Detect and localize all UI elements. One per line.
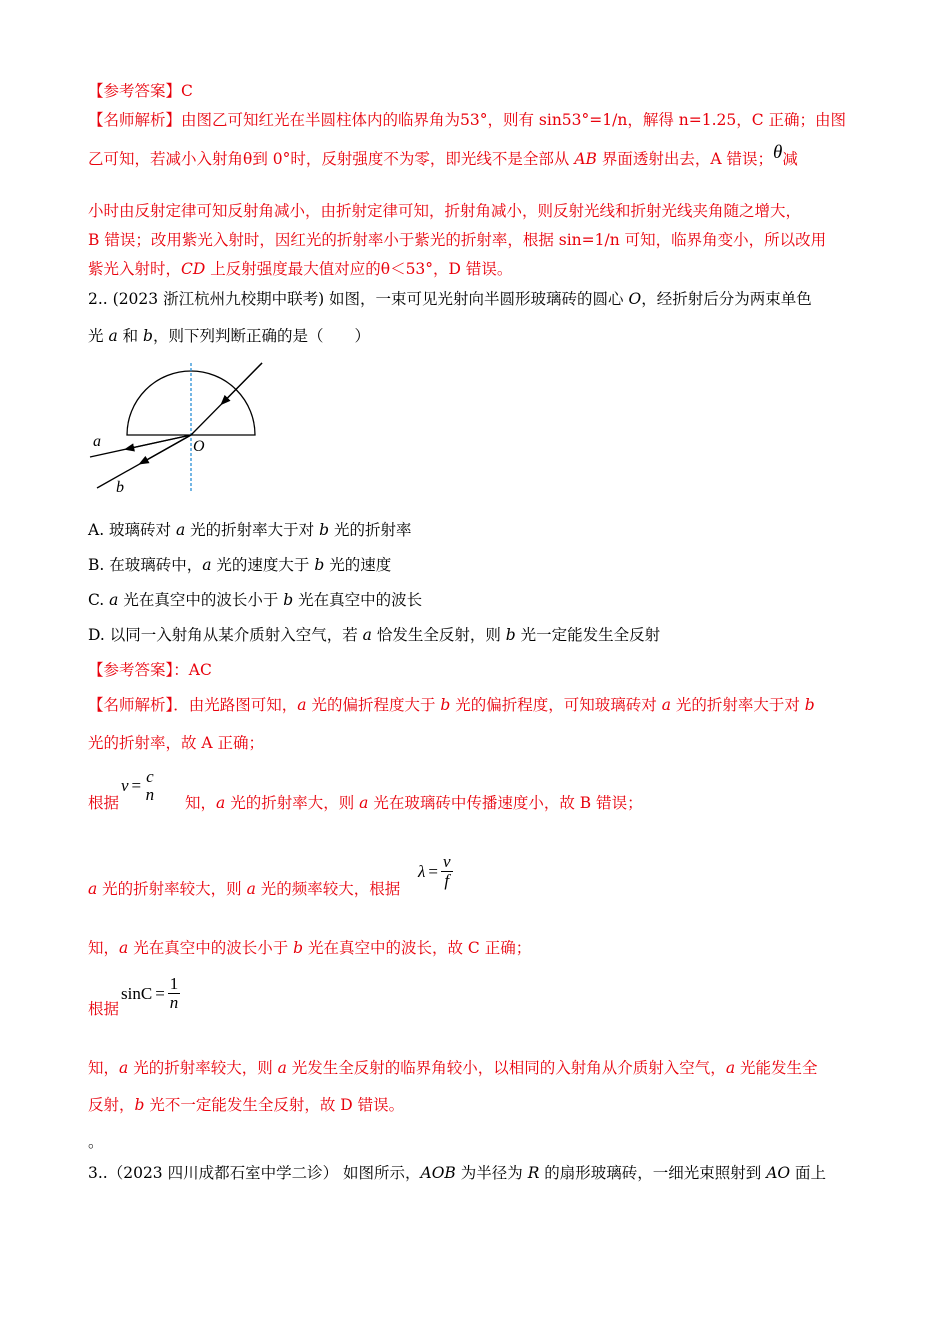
- analysis-text: 由图乙可知红光在半圆柱体内的临界角为53°，则有 sin53°=1/n，解得 n=1.25，C 正确；由图: [181, 111, 847, 129]
- label-b: b: [116, 479, 124, 495]
- analysis-2-line-7: 知，a 光的折射率较大，则 a 光发生全反射的临界角较小，以相同的入射角从介质射入空气，a 光能发生全: [88, 1059, 818, 1077]
- theta-symbol: θ: [772, 142, 783, 163]
- question-3-stem-line-1: 3..（2023 四川成都石室中学二诊） 如图所示，AOB 为半径为 R 的扇形玻璃砖，一细光束照射到 AO 面上: [88, 1164, 827, 1182]
- formula-lambda-v-f: λ = $\frac{v}{f}$: [418, 852, 451, 890]
- analysis-2-line-6: 根据: [88, 1000, 120, 1018]
- option-b: B. 在玻璃砖中，a 光的速度大于 b 光的速度: [88, 556, 392, 574]
- option-d: D. 以同一入射角从某介质射入空气，若 a 恰发生全反射，则 b 光一定能发生全反射: [88, 626, 661, 644]
- answer-value: C: [181, 82, 193, 100]
- analysis-line-5: 紫光入射时，CD 上反射强度最大值对应的θ＜53°，D 错误。: [88, 260, 513, 278]
- analysis-2-line-3: 根据 知，a 光的折射率大，则 a 光在玻璃砖中传播速度小，故 B 错误；: [88, 794, 643, 812]
- question-2-stem-line-2: 光 a 和 b，则下列判断正确的是（ ）: [88, 327, 370, 345]
- question-2-stem-line-1: 2.. (2023 浙江杭州九校期中联考) 如图，一束可见光射向半圆形玻璃砖的圆心 O，经折射后分为两束单色: [88, 290, 812, 308]
- semicircle-glass-figure: [85, 360, 270, 495]
- stray-period: 。: [88, 1133, 104, 1151]
- analysis-2-line-8: 反射，b 光不一定能发生全反射，故 D 错误。: [88, 1096, 405, 1114]
- answer-2-line: 【参考答案】：AC: [88, 661, 212, 679]
- option-a: A. 玻璃砖对 a 光的折射率大于对 b 光的折射率: [88, 521, 412, 539]
- label-o: O: [193, 438, 205, 455]
- option-c: C. a 光在真空中的波长小于 b 光在真空中的波长: [88, 591, 423, 609]
- formula-sinc-1-n: sinC = $\frac{1}{n}$: [121, 974, 179, 1012]
- analysis-2-line-4: a 光的折射率较大，则 a 光的频率较大，根据: [88, 880, 401, 898]
- analysis-line-3: 小时由反射定律可知反射角减小，由折射定律可知，折射角减小，则反射光线和折射光线夹角随之增大，: [88, 202, 802, 220]
- analysis-2-line-5: 知，a 光在真空中的波长小于 b 光在真空中的波长，故 C 正确；: [88, 939, 532, 957]
- answer-line-1: [88, 80, 193, 102]
- analysis-tag: 【名师解析】: [88, 111, 182, 129]
- analysis-line-2: 乙可知，若减小入射角θ到 0°时，反射强度不为零，即光线不是全部从 AB 界面透射出去，A 错误；θ减: [88, 142, 798, 168]
- analysis-line-4: B 错误；改用紫光入射时，因红光的折射率小于紫光的折射率，根据 sin=1/n 可知，临界角变小，所以改用: [88, 231, 827, 249]
- formula-v-c-n: v = c n: [121, 767, 155, 804]
- label-a: a: [93, 433, 101, 450]
- answer-tag: 【参考答案】: [88, 82, 182, 100]
- analysis-2-line-2: 光的折射率，故 A 正确；: [88, 734, 265, 752]
- analysis-2-line-1: 【名师解析】．由光路图可知，a 光的偏折程度大于 b 光的偏折程度，可知玻璃砖对 a 光的折射率大于对 b: [88, 696, 815, 714]
- analysis-line-1: [88, 109, 846, 131]
